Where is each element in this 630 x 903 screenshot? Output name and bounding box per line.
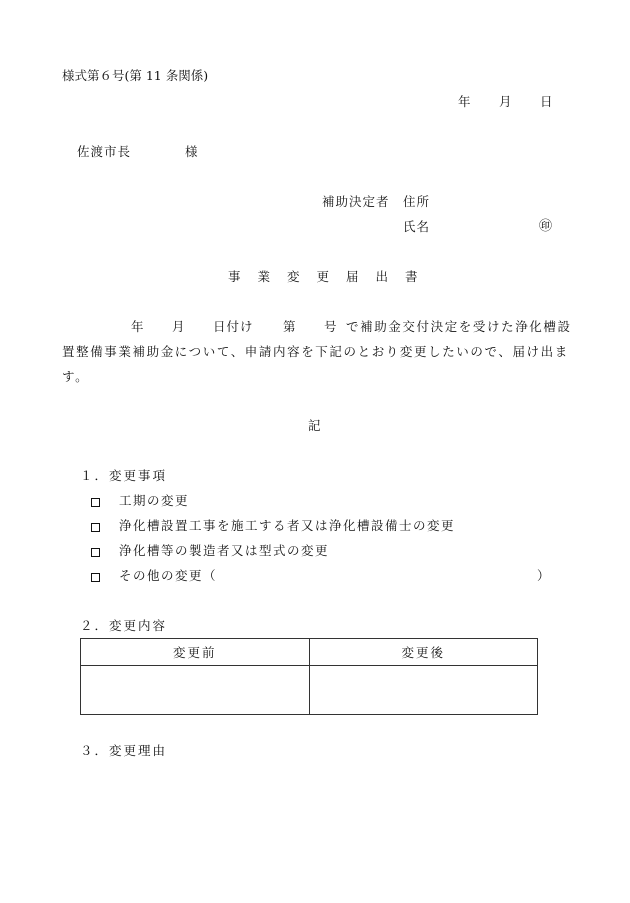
body-line3: す。	[62, 369, 90, 384]
document-title: 事業変更届出書	[228, 269, 435, 284]
body-line1-text: で補助金交付決定を受けた浄化槽設	[346, 319, 572, 334]
body-number-prefix: 第	[283, 319, 296, 334]
after-content-cell[interactable]	[309, 666, 538, 715]
body-line2: 置整備事業補助金について、申請内容を下記のとおり変更したいので、届け出ま	[62, 344, 569, 359]
change-item-label: 浄化槽等の製造者又は型式の変更	[119, 543, 330, 558]
other-close-paren: ）	[537, 568, 550, 583]
change-item-manufacturer[interactable]	[91, 543, 330, 559]
ki-label: 記	[308, 418, 321, 433]
seal-mark: ㊞	[539, 219, 553, 234]
checkbox[interactable]	[91, 523, 100, 532]
addressee-honorific: 様	[185, 144, 198, 159]
checkbox[interactable]	[91, 498, 100, 507]
name-label: 氏名	[403, 219, 431, 234]
change-item-label: 工期の変更	[119, 493, 190, 508]
body-year-label: 年	[131, 319, 144, 334]
body-day-label: 日付け	[213, 319, 254, 334]
date-day-label: 日	[540, 94, 553, 109]
section1-heading: １．変更事項	[80, 468, 168, 483]
change-item-schedule[interactable]	[91, 493, 190, 509]
date-month-label: 月	[499, 94, 512, 109]
form-number: 様式第６号(第 11 条関係)	[62, 68, 209, 83]
section2-heading: ２．変更内容	[80, 618, 168, 633]
change-details-table	[80, 638, 538, 715]
checkbox[interactable]	[91, 548, 100, 557]
date-year-label: 年	[458, 94, 471, 109]
table-header-after: 変更後	[309, 639, 538, 666]
section3-heading: ３．変更理由	[80, 743, 168, 758]
change-item-label: 浄化槽設置工事を施工する者又は浄化槽設備士の変更	[119, 518, 456, 533]
before-content-cell[interactable]	[81, 666, 310, 715]
change-item-contractor[interactable]	[91, 518, 456, 534]
change-item-other[interactable]	[91, 568, 218, 584]
addressee-name: 佐渡市長	[77, 144, 132, 159]
change-item-label: その他の変更（	[119, 568, 218, 583]
applicant-role: 補助決定者	[322, 194, 390, 209]
checkbox[interactable]	[91, 573, 100, 582]
table-header-before: 変更前	[81, 639, 310, 666]
body-month-label: 月	[172, 319, 185, 334]
body-number-suffix: 号	[324, 319, 337, 334]
address-label: 住所	[403, 194, 431, 209]
